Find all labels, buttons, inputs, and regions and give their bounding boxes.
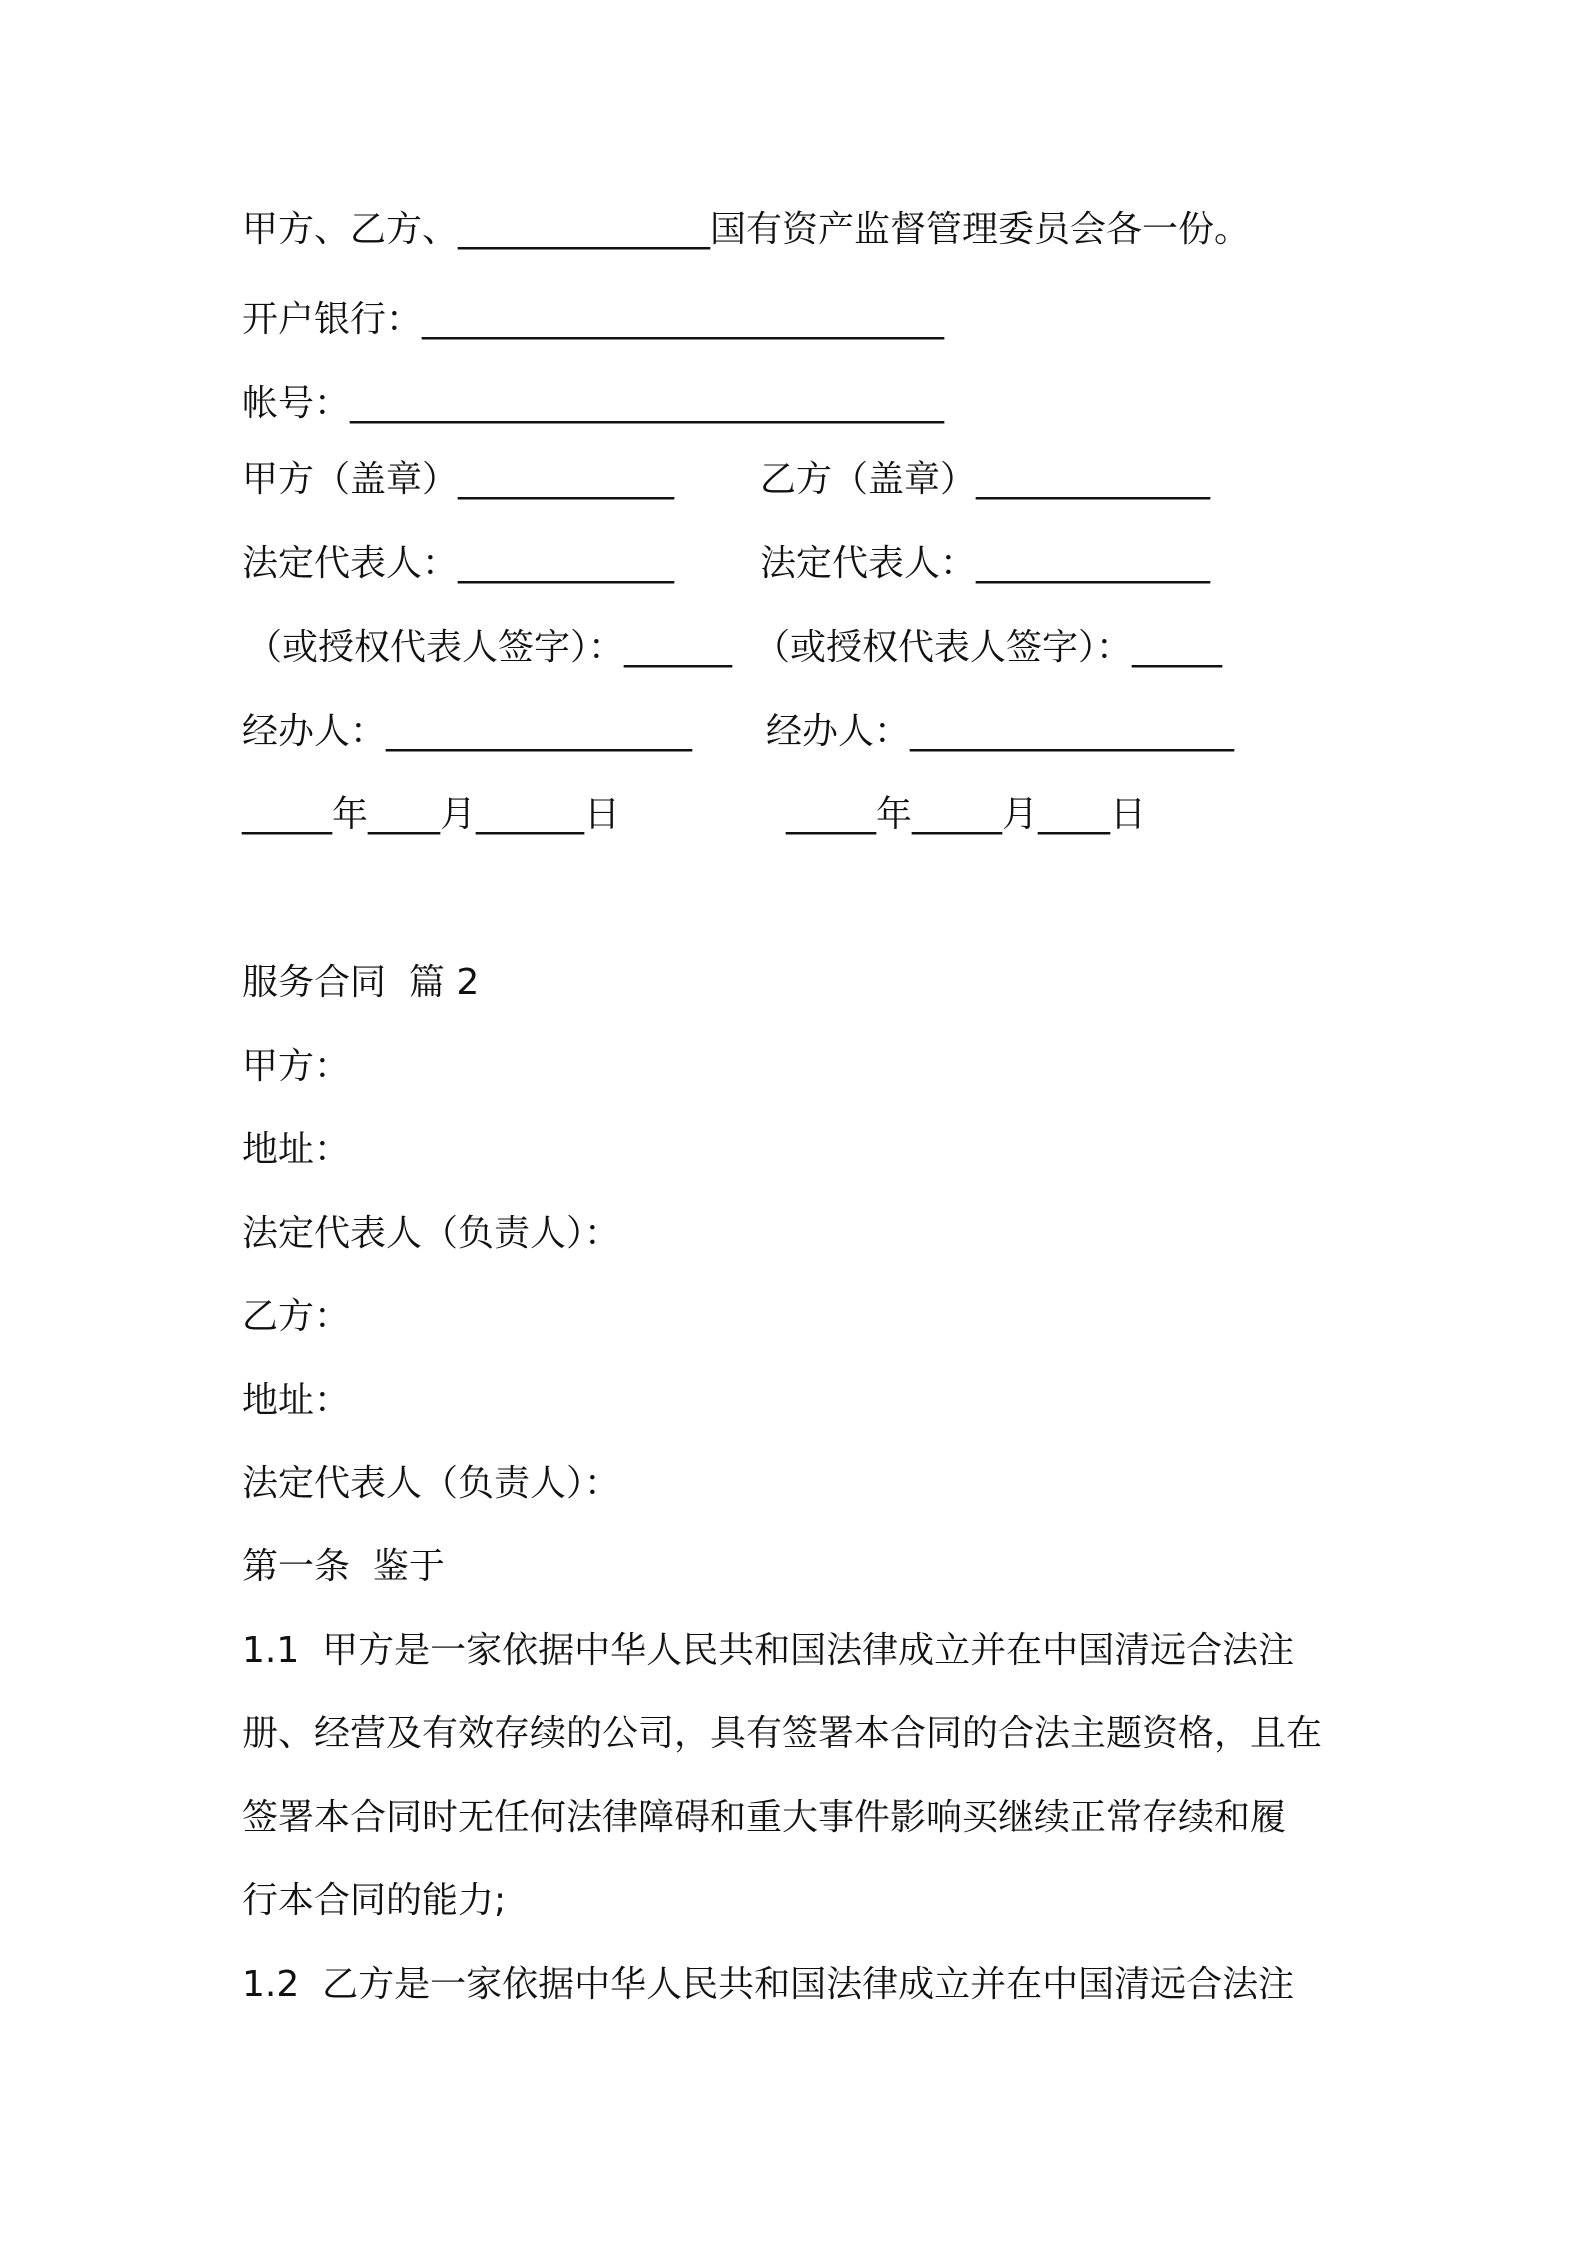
party-b-date-field: _____年_____月____日: [786, 794, 1146, 835]
party-b-seal-field: 乙方（盖章）_____________: [760, 459, 1211, 500]
party-b-address-label: 地址：: [242, 1380, 351, 1421]
party-a-rep-label: 法定代表人（负责人）：: [242, 1213, 621, 1254]
party-b-label: 乙方：: [242, 1296, 351, 1337]
party-a-handler-field: 经办人：_________________: [242, 711, 693, 752]
party-a-address-label: 地址：: [242, 1129, 351, 1170]
party-a-label: 甲方：: [242, 1046, 351, 1087]
party-a-date-field: _____年____月______日: [242, 794, 620, 835]
party-b-handler-field: 经办人：__________________: [766, 711, 1235, 752]
party-b-authorized-field: （或授权代表人签字）：_____: [754, 627, 1223, 668]
copies-distribution-line: 甲方、乙方、______________国有资产监督管理委员会各一份。: [242, 209, 1251, 250]
party-a-rep-field: 法定代表人：____________: [242, 543, 675, 584]
clause-1-1-line: 1.1 甲方是一家依据中华人民共和国法律成立并在中国清远合法注: [242, 1630, 1295, 1671]
contract-title: 服务合同 篇 2: [242, 962, 480, 1003]
party-a-seal-field: 甲方（盖章）____________: [242, 459, 675, 500]
clause-1-2-line: 1.2 乙方是一家依据中华人民共和国法律成立并在中国清远合法注: [242, 1964, 1295, 2005]
clause-1-1-line: 册、经营及有效存续的公司，具有签署本合同的合法主题资格，且在: [242, 1713, 1323, 1754]
clause-1-1-line: 行本合同的能力;: [242, 1880, 507, 1921]
party-b-rep-label: 法定代表人（负责人）：: [242, 1463, 621, 1504]
party-a-authorized-field: （或授权代表人签字）：______: [246, 627, 733, 668]
bank-field: 开户银行：_____________________________: [242, 299, 945, 340]
article-1-heading: 第一条 鉴于: [242, 1546, 445, 1587]
clause-1-1-line: 签署本合同时无任何法律障碍和重大事件影响买继续正常存续和履: [242, 1797, 1287, 1838]
account-field: 帐号：_________________________________: [242, 383, 945, 424]
party-b-rep-field: 法定代表人：_____________: [760, 543, 1211, 584]
